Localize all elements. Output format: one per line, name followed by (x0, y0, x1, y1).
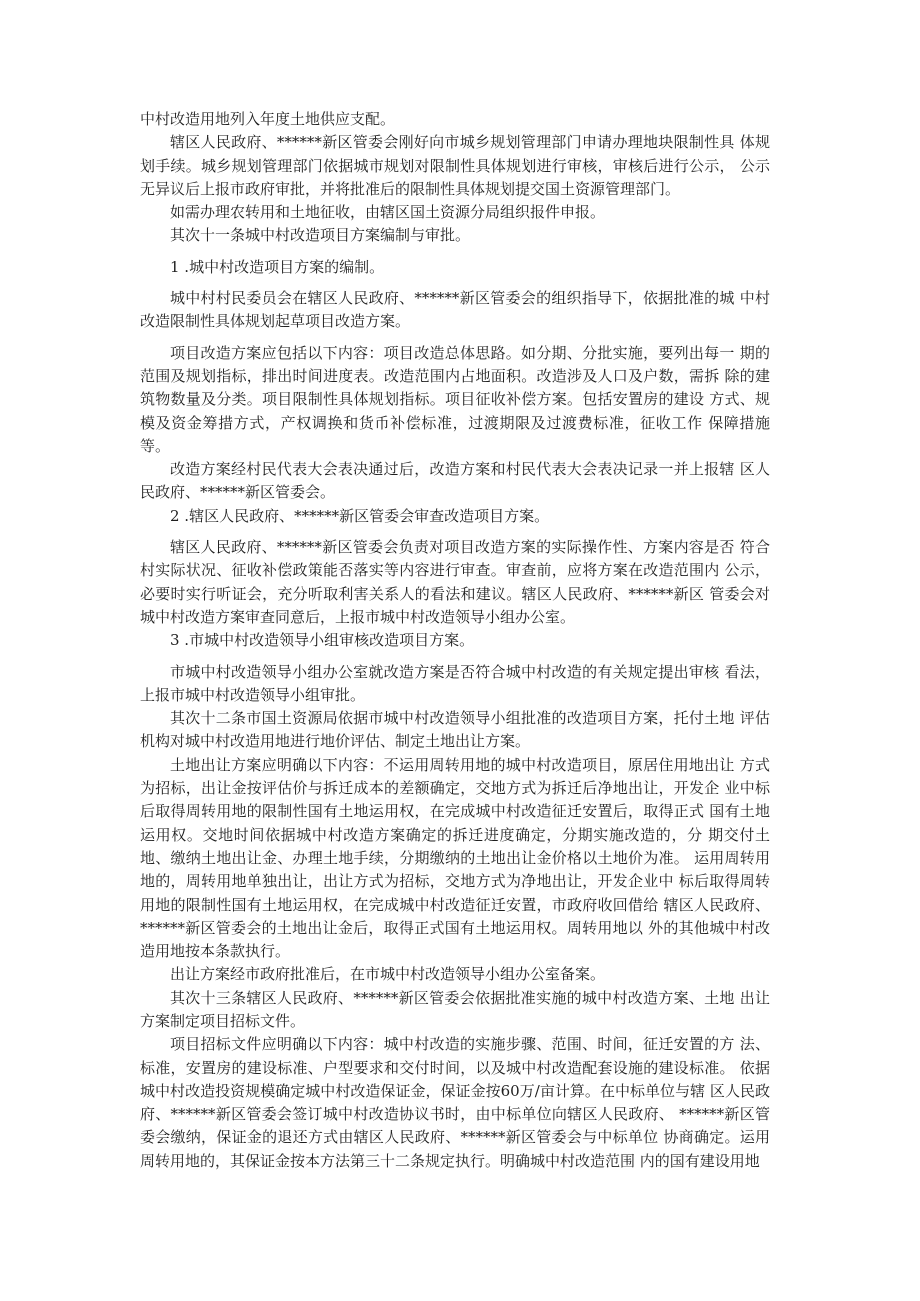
paragraph-5: 1 .城中村改造项目方案的编制。 (170, 257, 385, 276)
paragraph-12: 市城中村改造领导小组办公室就改造方案是否符合城中村改造的有关规定提出审核 看法，上报市城中村改造领导小组审批。 (140, 662, 770, 704)
paragraph-11: 3 .市城中村改造领导小组审核改造项目方案。 (170, 631, 475, 650)
paragraph-7: 项目改造方案应包括以下内容：项目改造总体思路。如分期、分批实施，要列出每一 期的范围及规划指标，排出时间进度表。改造范围内占地面积。改造涉及人口及户数，需拆 除的建筑物数量及分类。项目限制性具体规划指标。项目征收补偿方案。包括安置房的建设 方式、规模及资金筹措方式，产权调换和货币补偿标准，过渡期限及过渡费标准，征收工作 保障措施等。 (140, 343, 770, 455)
paragraph-9: 2 .辖区人民政府、******新区管委会审查改造项目方案。 (170, 506, 550, 525)
paragraph-14: 土地出让方案应明确以下内容：不运用周转用地的城中村改造项目，原居住用地出让 方式为招标，出让金按评估价与拆迁成本的差额确定，交地方式为拆迁后净地出让，开发企 业中标后取得周转用地的限制性国有土地运用权，在完成城中村改造征迁安置后，取得正式 国有土地运用权。交地时间依据城中村改造方案确定的拆迁进度确定，分期实施改造的，分 期交付土地、缴纳土地出让金、办理土地手续，分期缴纳的土地出让金价格以土地价为准。 运用周转用地的，周转用地单独出让，出让方式为招标，交地方式为净地出让，开发企业中 标后取得周转用地的限制性国有土地运用权，在完成城中村改造征迁安置，市政府收回借给 辖区人民政府、******新区管委会的土地出让金后，取得正式国有土地运用权。周转用地以 外的其他城中村改造用地按本条款执行。 (140, 755, 770, 961)
paragraph-3: 如需办理农转用和土地征收，由辖区国土资源分局组织报件申报。 (170, 203, 606, 222)
paragraph-17: 项目招标文件应明确以下内容：城中村改造的实施步骤、范围、时间，征迁安置的方 法、标准，安置房的建设标准、户型要求和交付时间，以及城中村改造配套设施的建设标准。 依据城中村改造投资规模确定城中村改造保证金，保证金按60万/亩计算。在中标单位与辖 区人民政府、******新区管委会签订城中村改造协议书时，由中标单位向辖区人民政府、 ******新区管委会缴纳，保证金的退还方式由辖区人民政府、******新区管委会与中标单位 协商确定。运用周转用地的，其保证金按本方法第三十二条规定执行。明确城中村改造范围 内的国有建设用地 (140, 1035, 770, 1170)
paragraph-13: 其次十二条市国土资源局依据市城中村改造领导小组批准的改造项目方案，托付土地 评估机构对城中村改造用地进行地价评估、制定土地出让方案。 (140, 709, 770, 751)
paragraph-6: 城中村村民委员会在辖区人民政府、******新区管委会的组织指导下，依据批准的城 中村改造限制性具体规划起草项目改造方案。 (140, 289, 770, 331)
paragraph-15: 出让方案经市政府批准后，在市城中村改造领导小组办公室备案。 (170, 965, 606, 984)
paragraph-2: 辖区人民政府、******新区管委会刚好向市城乡规划管理部门申请办理地块限制性具 体规划手续。城乡规划管理部门依据城市规划对限制性具体规划进行审核，审核后进行公示， 公示无异议后上报市政府审批，并将批准后的限制性具体规划提交国土资源管理部门。 (140, 133, 770, 198)
paragraph-8: 改造方案经村民代表大会表决通过后，改造方案和村民代表大会表决记录一并上报辖 区人民政府、******新区管委会。 (140, 460, 770, 502)
paragraph-4: 其次十一条城中村改造项目方案编制与审批。 (170, 226, 471, 245)
paragraph-16: 其次十三条辖区人民政府、******新区管委会依据批准实施的城中村改造方案、土地 出让方案制定项目招标文件。 (140, 988, 770, 1030)
paragraph-10: 辖区人民政府、******新区管委会负责对项目改造方案的实际操作性、方案内容是否 符合村实际状况、征收补偿政策能否落实等内容进行审查。审查前，应将方案在改造范围内 公示，必要时实行听证会，充分听取利害关系人的看法和建议。辖区人民政府、******新区 管委会对城中村改造方案审查同意后，上报市城中村改造领导小组办公室。 (140, 538, 770, 626)
paragraph-1: 中村改造用地列入年度土地供应支配。 (140, 110, 396, 128)
